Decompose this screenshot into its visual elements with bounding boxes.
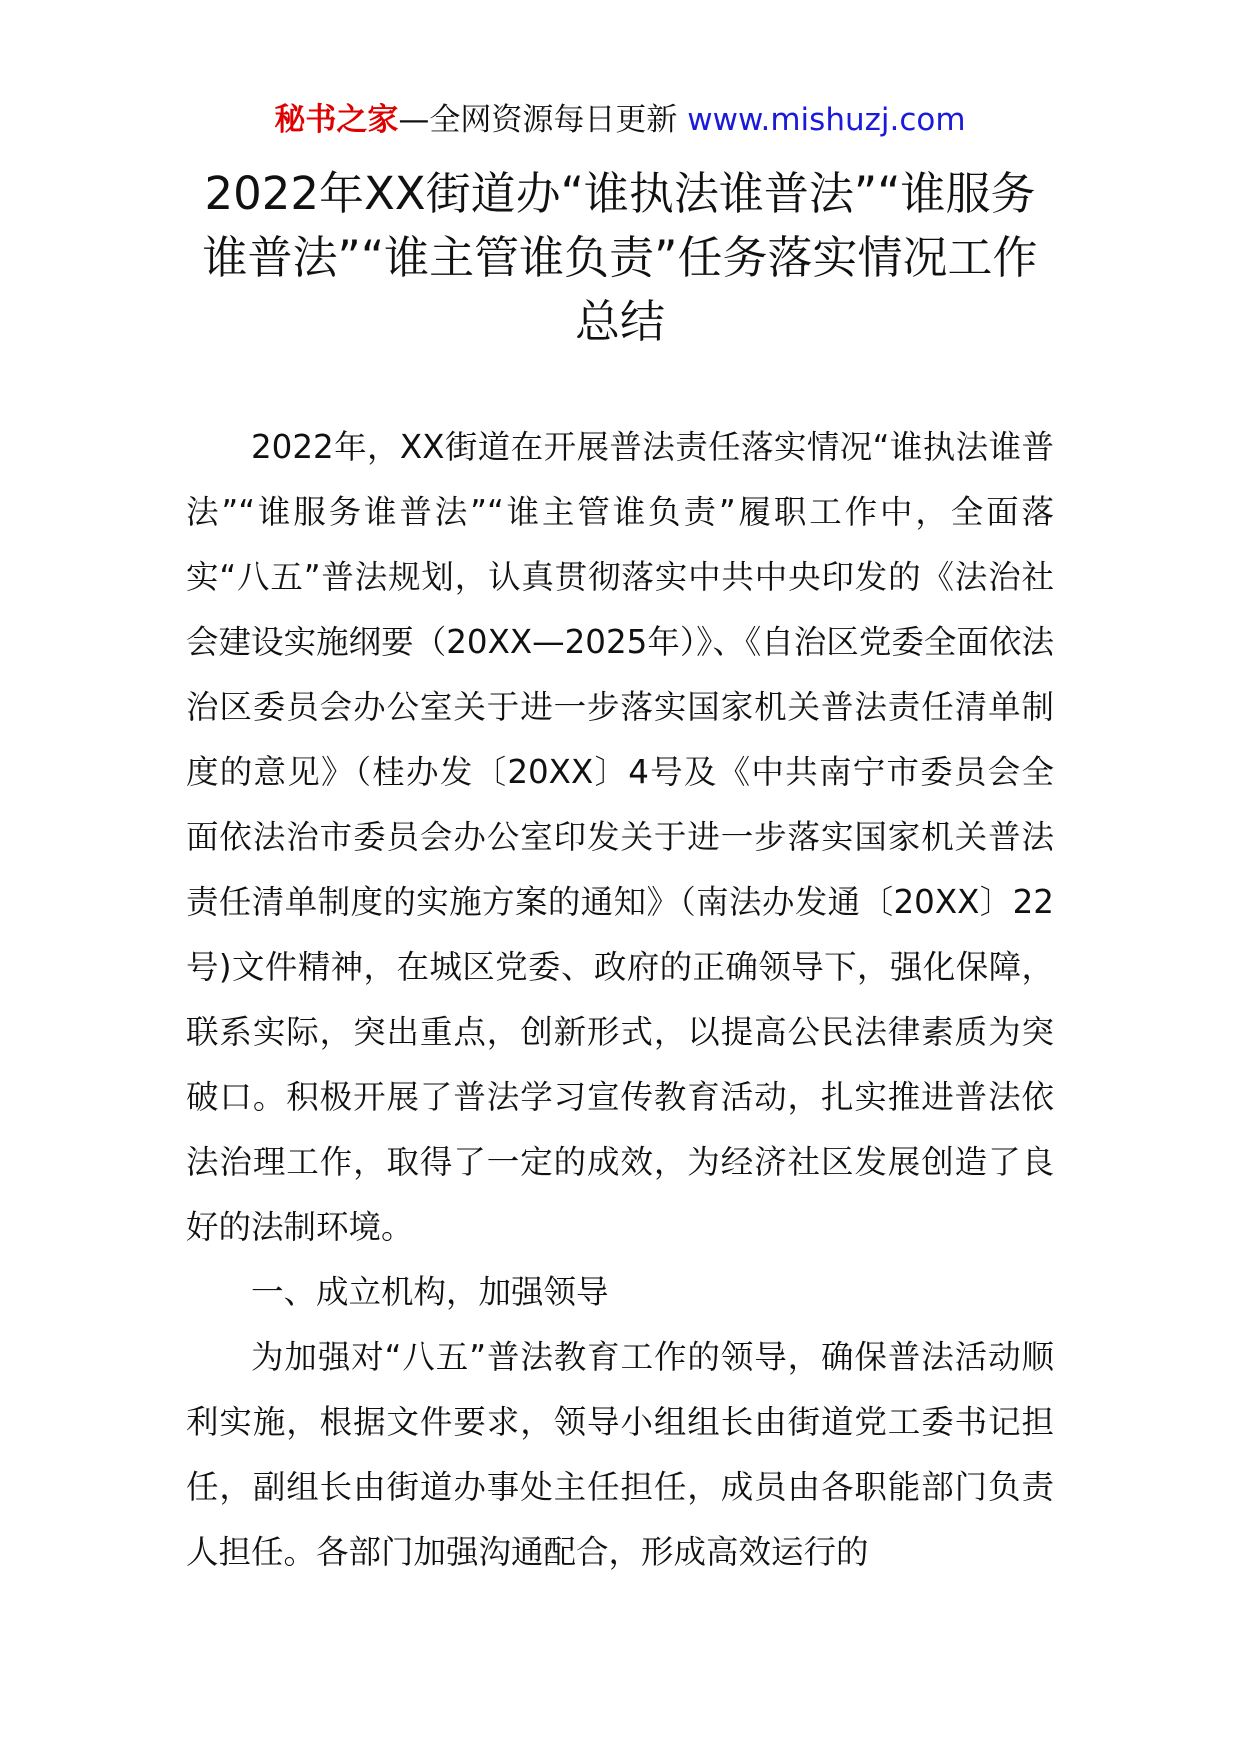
document-title: 2022年XX街道办“谁执法谁普法”“谁服务谁普法”“谁主管谁负责”任务落实情况工作总结 [202,167,1038,348]
header-tagline: —全网资源每日更新 [398,102,688,138]
watermark-header [0,100,1240,140]
brand-name: 秘书之家 [274,102,399,138]
intro-paragraph: 2022年，XX街道在开展普法责任落实情况“谁执法谁普法”“谁服务谁普法”“谁主管谁负责”履职工作中，全面落实“八五”普法规划，认真贯彻落实中共中央印发的《法治社会建设实施纲要（20XX—2025年）》、《自治区党委全面依法治区委员会办公室关于进一步落实国家机关普法责任清单制度的意见》（桂办发〔20XX〕4号及《中共南宁市委员会全面依法治市委员会办公室印发关于进一步落实国家机关普法责任清单制度的实施方案的通知》（南法办发通〔20XX〕22号)文件精神，在城区党委、政府的正确领导下，强化保障，联系实际，突出重点，创新形式，以提高公民法律素质为突破口。积极开展了普法学习宣传教育活动，扎实推进普法依法治理工作，取得了一定的成效，为经济社区发展创造了良好的法制环境。 [186,428,1054,1246]
document-body [186,415,1054,1585]
section-heading: 一、成立机构，加强领导 [251,1273,609,1311]
site-link[interactable]: www.mishuzj.com [687,102,966,138]
section-paragraph: 为加强对“八五”普法教育工作的领导，确保普法活动顺利实施，根据文件要求，领导小组组长由街道党工委书记担任，副组长由街道办事处主任担任，成员由各职能部门负责人担任。各部门加强沟通配合，形成高效运行的 [186,1338,1054,1571]
